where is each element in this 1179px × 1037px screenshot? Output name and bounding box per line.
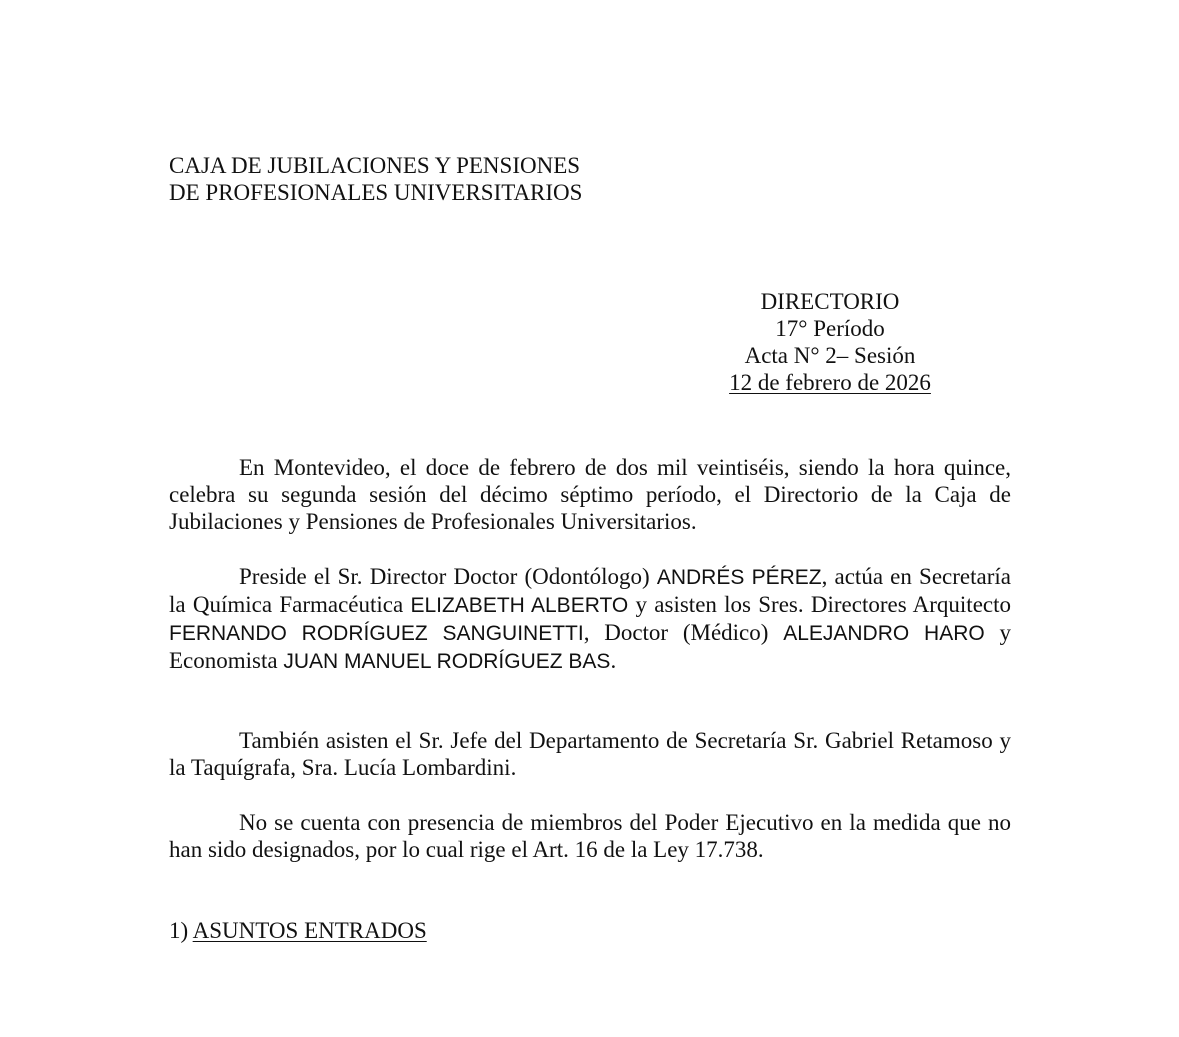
director-name: FERNANDO RODRÍGUEZ SANGUINETTI [169, 622, 584, 645]
attendance-text: , actúa en Secretaría la Química Farmacéutica [169, 564, 1011, 617]
section-title: ASUNTOS ENTRADOS [192, 918, 427, 943]
attendance-text: . [610, 648, 617, 673]
organization-header [169, 152, 769, 206]
section-number: 1) [169, 918, 189, 943]
secretary-name: ELIZABETH ALBERTO [410, 594, 629, 617]
attendance-text: , Doctor (Médico) [583, 620, 784, 645]
director-name: ALEJANDRO HARO [783, 622, 985, 645]
organization-name-line-1: CAJA DE JUBILACIONES Y PENSIONES [169, 153, 581, 178]
session-info [700, 288, 960, 396]
opening-paragraph: En Montevideo, el doce de febrero de dos mil veintiséis, siendo la hora quince, celebra su segunda sesión del décimo séptimo período, el Directorio de la Caja de Jubilaciones y Pensiones de Profesionales Universitarios. [169, 455, 1011, 534]
director-name: JUAN MANUEL RODRÍGUEZ BAS [283, 650, 611, 673]
attendance-text: y asisten los Sres. Directores Arquitecto [628, 592, 1012, 617]
president-name: ANDRÉS PÉREZ [656, 566, 822, 589]
organization-name-line-2: DE PROFESIONALES UNIVERSITARIOS [169, 180, 583, 205]
attendance-text: Preside el Sr. Director Doctor (Odontólogo) [239, 564, 657, 589]
session-body: DIRECTORIO [760, 289, 900, 314]
session-acta-number: Acta N° 2– Sesión [744, 343, 916, 368]
section-heading [169, 917, 427, 944]
staff-paragraph: También asisten el Sr. Jefe del Departamento de Secretaría Sr. Gabriel Retamoso y la Taquígrafa, Sra. Lucía Lombardini. [169, 728, 1011, 780]
attendance-text: y Economista [169, 620, 1011, 673]
attendance-paragraph [169, 563, 1011, 675]
session-date: 12 de febrero de 2026 [729, 370, 931, 395]
session-period: 17° Período [775, 316, 885, 341]
executive-paragraph: No se cuenta con presencia de miembros del Poder Ejecutivo en la medida que no han sido designados, por lo cual rige el Art. 16 de la Ley 17.738. [169, 810, 1011, 862]
